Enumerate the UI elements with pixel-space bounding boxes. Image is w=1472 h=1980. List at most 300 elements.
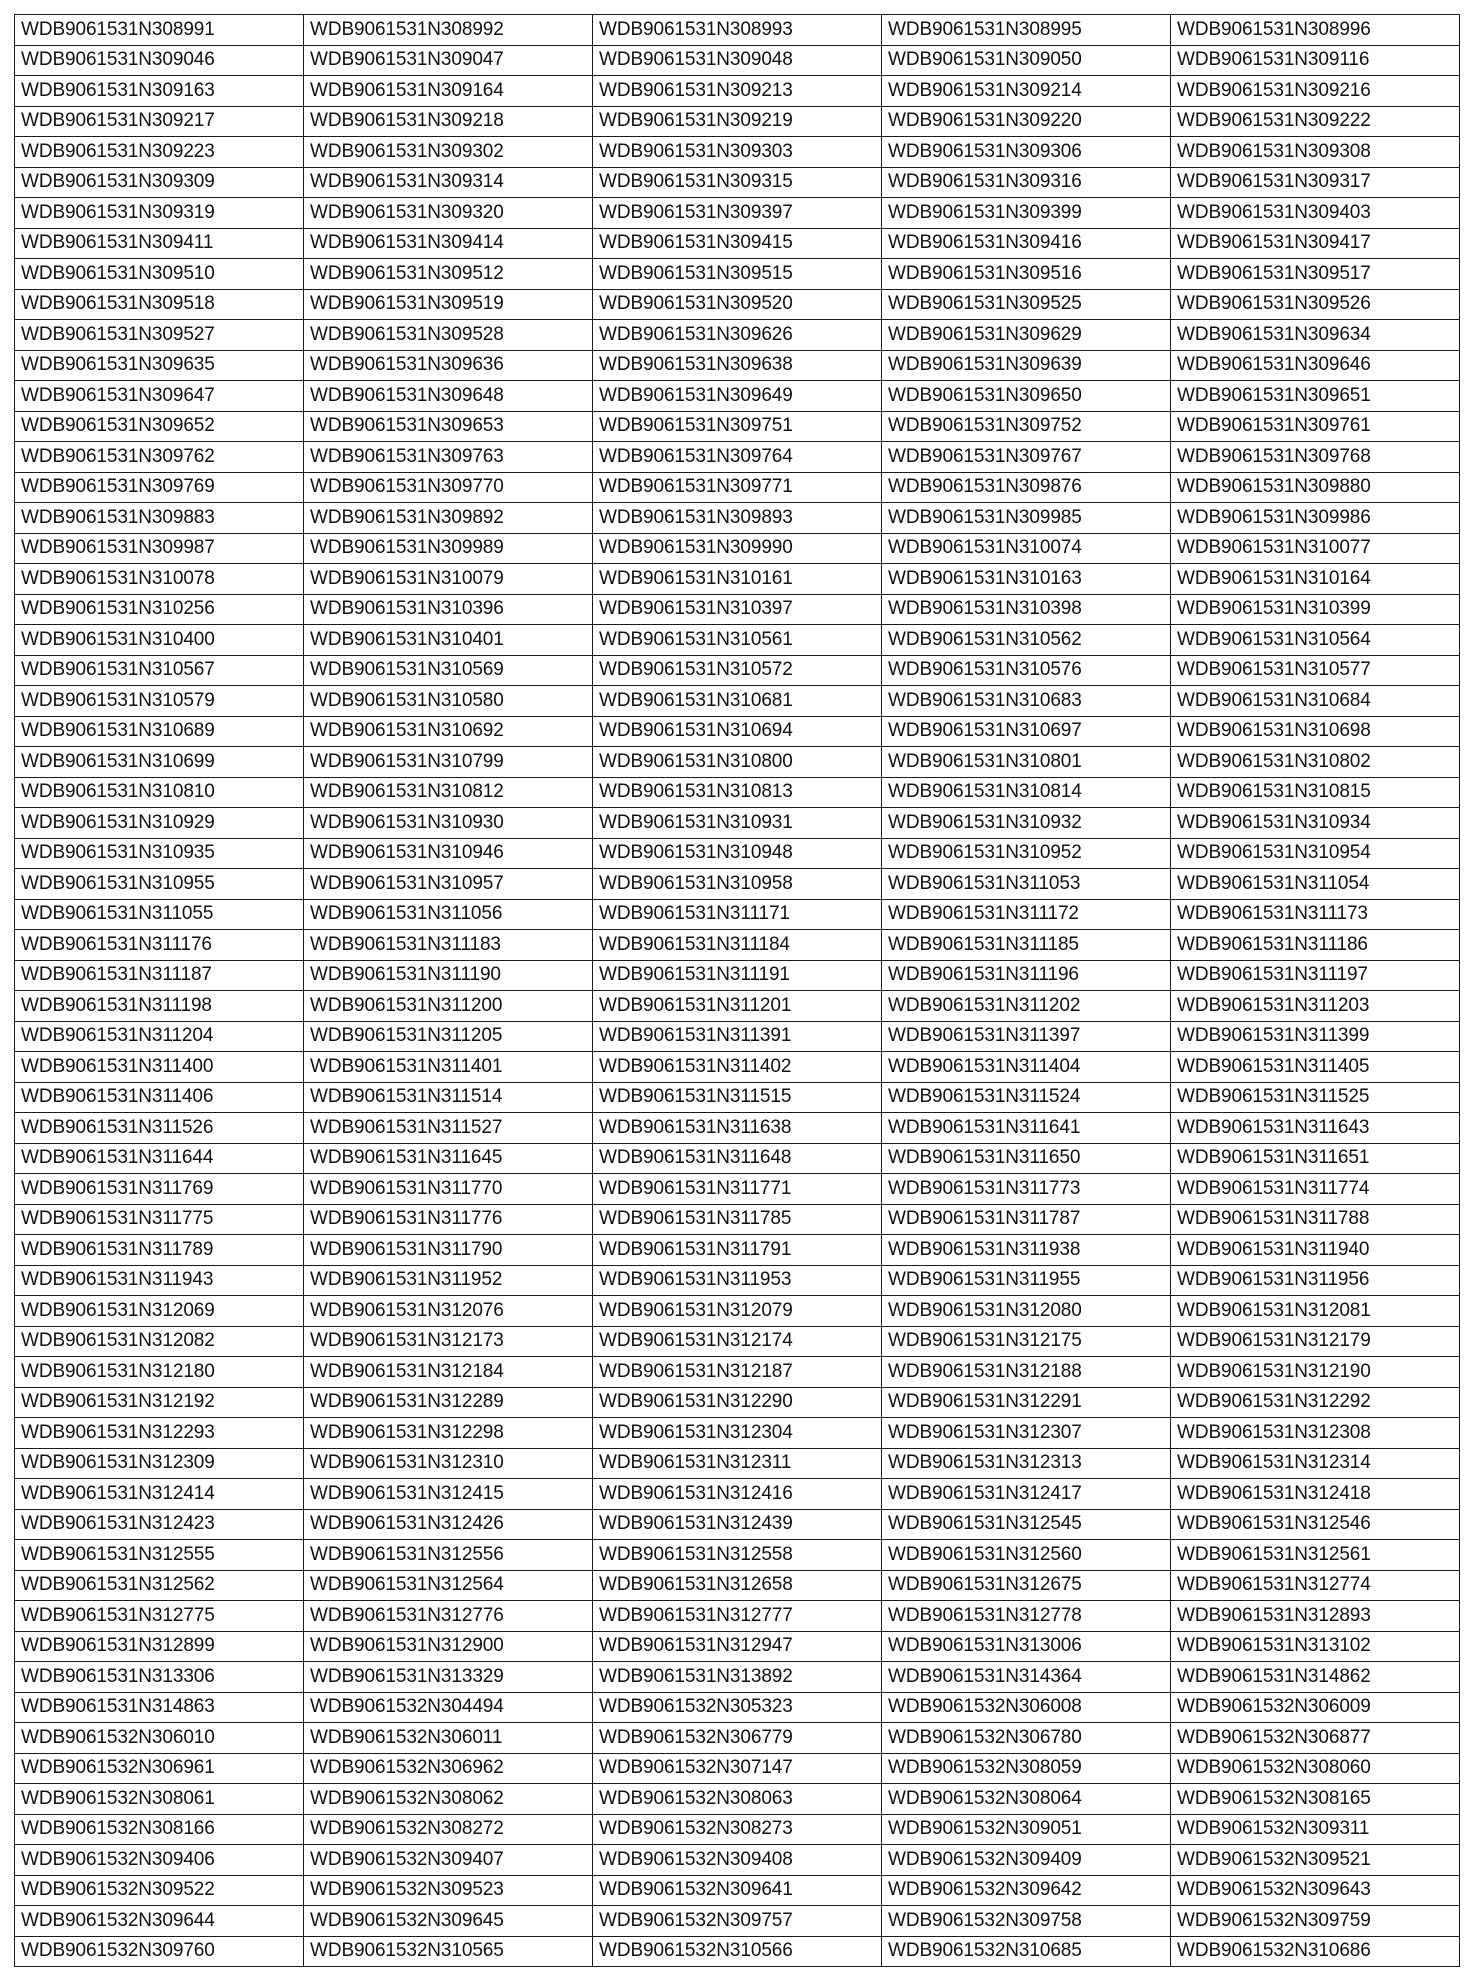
vin-cell: WDB9061532N308064: [882, 1784, 1171, 1815]
vin-cell: WDB9061531N309517: [1171, 259, 1460, 290]
table-row: [15, 137, 1460, 168]
vin-cell: WDB9061531N310952: [882, 838, 1171, 869]
vin-cell: WDB9061531N309414: [304, 228, 593, 259]
vin-cell: WDB9061531N309164: [304, 76, 593, 107]
vin-cell: WDB9061531N312564: [304, 1570, 593, 1601]
vin-cell: WDB9061531N310931: [593, 808, 882, 839]
vin-cell: WDB9061531N311641: [882, 1113, 1171, 1144]
vin-cell: WDB9061531N312416: [593, 1479, 882, 1510]
vin-cell: WDB9061531N312556: [304, 1540, 593, 1571]
vin-cell: WDB9061531N311197: [1171, 960, 1460, 991]
vin-cell: WDB9061531N310932: [882, 808, 1171, 839]
vin-cell: WDB9061531N309638: [593, 350, 882, 381]
vin-cell: WDB9061532N308165: [1171, 1784, 1460, 1815]
table-row: [15, 1692, 1460, 1723]
vin-cell: WDB9061531N309639: [882, 350, 1171, 381]
vin-cell: WDB9061532N308059: [882, 1753, 1171, 1784]
vin-cell: WDB9061531N309520: [593, 289, 882, 320]
vin-cell: WDB9061531N311938: [882, 1235, 1171, 1266]
vin-cell: WDB9061531N309518: [15, 289, 304, 320]
vin-cell: WDB9061531N312187: [593, 1357, 882, 1388]
vin-cell: WDB9061531N309990: [593, 533, 882, 564]
vin-cell: WDB9061531N309219: [593, 106, 882, 137]
vin-cell: WDB9061532N309758: [882, 1906, 1171, 1937]
vin-cell: WDB9061531N311769: [15, 1174, 304, 1205]
vin-cell: WDB9061531N309411: [15, 228, 304, 259]
table-row: [15, 777, 1460, 808]
vin-cell: WDB9061531N311787: [882, 1204, 1171, 1235]
vin-cell: WDB9061531N309649: [593, 381, 882, 412]
vin-cell: WDB9061531N314364: [882, 1662, 1171, 1693]
table-row: [15, 442, 1460, 473]
vin-cell: WDB9061531N309987: [15, 533, 304, 564]
table-row: [15, 686, 1460, 717]
vin-cell: WDB9061531N310256: [15, 594, 304, 625]
vin-cell: WDB9061531N313892: [593, 1662, 882, 1693]
vin-cell: WDB9061532N309644: [15, 1906, 304, 1937]
vin-cell: WDB9061531N311648: [593, 1143, 882, 1174]
table-row: [15, 411, 1460, 442]
vin-cell: WDB9061531N309319: [15, 198, 304, 229]
vin-cell: WDB9061532N309408: [593, 1845, 882, 1876]
vin-cell: WDB9061531N310934: [1171, 808, 1460, 839]
vin-cell: WDB9061531N309218: [304, 106, 593, 137]
vin-cell: WDB9061531N311400: [15, 1052, 304, 1083]
vin-cell: WDB9061531N314862: [1171, 1662, 1460, 1693]
vin-cell: WDB9061531N312775: [15, 1601, 304, 1632]
vin-cell: WDB9061531N309519: [304, 289, 593, 320]
vin-cell: WDB9061531N312180: [15, 1357, 304, 1388]
table-row: [15, 716, 1460, 747]
vin-cell: WDB9061531N310400: [15, 625, 304, 656]
vin-cell: WDB9061531N310692: [304, 716, 593, 747]
vin-cell: WDB9061531N311650: [882, 1143, 1171, 1174]
vin-cell: WDB9061531N312314: [1171, 1448, 1460, 1479]
vin-cell: WDB9061531N310683: [882, 686, 1171, 717]
vin-cell: WDB9061531N310684: [1171, 686, 1460, 717]
vin-cell: WDB9061531N312414: [15, 1479, 304, 1510]
vin-cell: WDB9061531N310802: [1171, 747, 1460, 778]
vin-cell: WDB9061531N310164: [1171, 564, 1460, 595]
vin-cell: WDB9061531N311785: [593, 1204, 882, 1235]
vin-cell: WDB9061531N309526: [1171, 289, 1460, 320]
vin-cell: WDB9061531N312899: [15, 1631, 304, 1662]
table-row: [15, 625, 1460, 656]
vin-cell: WDB9061532N309051: [882, 1814, 1171, 1845]
vin-cell: WDB9061532N308272: [304, 1814, 593, 1845]
vin-cell: WDB9061531N311515: [593, 1082, 882, 1113]
table-row: [15, 1357, 1460, 1388]
vin-cell: WDB9061531N310698: [1171, 716, 1460, 747]
vin-cell: WDB9061531N308992: [304, 15, 593, 46]
vin-cell: WDB9061531N310697: [882, 716, 1171, 747]
table-row: [15, 655, 1460, 686]
vin-cell: WDB9061531N311205: [304, 1021, 593, 1052]
table-row: [15, 1235, 1460, 1266]
vin-cell: WDB9061531N309214: [882, 76, 1171, 107]
vin-cell: WDB9061531N311955: [882, 1265, 1171, 1296]
vin-cell: WDB9061531N309893: [593, 503, 882, 534]
vin-cell: WDB9061531N310579: [15, 686, 304, 717]
vin-cell: WDB9061531N312179: [1171, 1326, 1460, 1357]
vin-cell: WDB9061531N310567: [15, 655, 304, 686]
vin-cell: WDB9061532N306877: [1171, 1723, 1460, 1754]
table-row: [15, 1875, 1460, 1906]
vin-cell: WDB9061531N309763: [304, 442, 593, 473]
vin-cell: WDB9061531N311401: [304, 1052, 593, 1083]
vin-cell: WDB9061532N309406: [15, 1845, 304, 1876]
table-row: [15, 1723, 1460, 1754]
vin-cell: WDB9061531N313006: [882, 1631, 1171, 1662]
vin-cell: WDB9061532N309407: [304, 1845, 593, 1876]
vin-cell: WDB9061531N312290: [593, 1387, 882, 1418]
vin-cell: WDB9061531N312675: [882, 1570, 1171, 1601]
vin-cell: WDB9061531N310810: [15, 777, 304, 808]
table-row: [15, 320, 1460, 351]
vin-cell: WDB9061531N312776: [304, 1601, 593, 1632]
table-row: [15, 106, 1460, 137]
vin-cell: WDB9061531N312310: [304, 1448, 593, 1479]
vin-cell: WDB9061531N309403: [1171, 198, 1460, 229]
vin-cell: WDB9061531N309309: [15, 167, 304, 198]
table-row: [15, 1143, 1460, 1174]
table-row: [15, 1387, 1460, 1418]
table-row: [15, 1936, 1460, 1967]
vin-cell: WDB9061531N311198: [15, 991, 304, 1022]
vin-cell: WDB9061532N308062: [304, 1784, 593, 1815]
vin-cell: WDB9061531N311053: [882, 869, 1171, 900]
table-row: [15, 564, 1460, 595]
vin-cell: WDB9061531N312417: [882, 1479, 1171, 1510]
vin-cell: WDB9061532N310565: [304, 1936, 593, 1967]
vin-cell: WDB9061532N304494: [304, 1692, 593, 1723]
vin-cell: WDB9061531N311953: [593, 1265, 882, 1296]
vin-cell: WDB9061531N312082: [15, 1326, 304, 1357]
vin-cell: WDB9061531N308995: [882, 15, 1171, 46]
vin-cell: WDB9061531N310801: [882, 747, 1171, 778]
vin-cell: WDB9061531N312076: [304, 1296, 593, 1327]
vin-cell: WDB9061531N311952: [304, 1265, 593, 1296]
vin-cell: WDB9061531N309771: [593, 472, 882, 503]
vin-cell: WDB9061531N312298: [304, 1418, 593, 1449]
vin-cell: WDB9061531N310699: [15, 747, 304, 778]
vin-cell: WDB9061532N310685: [882, 1936, 1171, 1967]
vin-cell: WDB9061531N309761: [1171, 411, 1460, 442]
vin-cell: WDB9061531N309648: [304, 381, 593, 412]
vin-cell: WDB9061531N309417: [1171, 228, 1460, 259]
vin-cell: WDB9061531N311771: [593, 1174, 882, 1205]
vin-cell: WDB9061531N311187: [15, 960, 304, 991]
vin-cell: WDB9061531N311524: [882, 1082, 1171, 1113]
vin-cell: WDB9061531N311204: [15, 1021, 304, 1052]
table-row: [15, 228, 1460, 259]
vin-cell: WDB9061531N310398: [882, 594, 1171, 625]
vin-cell: WDB9061531N311790: [304, 1235, 593, 1266]
vin-cell: WDB9061531N310948: [593, 838, 882, 869]
vin-cell: WDB9061531N309050: [882, 45, 1171, 76]
table-row: [15, 1296, 1460, 1327]
vin-cell: WDB9061532N310686: [1171, 1936, 1460, 1967]
table-row: [15, 1814, 1460, 1845]
vin-cell: WDB9061531N310569: [304, 655, 593, 686]
table-row: [15, 1753, 1460, 1784]
vin-cell: WDB9061531N311940: [1171, 1235, 1460, 1266]
table-row: [15, 1845, 1460, 1876]
vin-cell: WDB9061531N309762: [15, 442, 304, 473]
vin-cell: WDB9061532N308273: [593, 1814, 882, 1845]
vin-cell: WDB9061531N311196: [882, 960, 1171, 991]
vin-cell: WDB9061531N309515: [593, 259, 882, 290]
vin-cell: WDB9061531N310399: [1171, 594, 1460, 625]
vin-cell: WDB9061531N310074: [882, 533, 1171, 564]
table-row: [15, 1662, 1460, 1693]
vin-cell: WDB9061531N311644: [15, 1143, 304, 1174]
vin-cell: WDB9061531N311406: [15, 1082, 304, 1113]
vin-cell: WDB9061531N309314: [304, 167, 593, 198]
vin-cell: WDB9061531N311202: [882, 991, 1171, 1022]
vin-cell: WDB9061532N309759: [1171, 1906, 1460, 1937]
vin-cell: WDB9061532N306961: [15, 1753, 304, 1784]
table-row: [15, 1204, 1460, 1235]
vin-cell: WDB9061531N309048: [593, 45, 882, 76]
vin-cell: WDB9061531N311791: [593, 1235, 882, 1266]
vin-cell: WDB9061531N311056: [304, 899, 593, 930]
vin-cell: WDB9061531N311055: [15, 899, 304, 930]
vin-cell: WDB9061532N308063: [593, 1784, 882, 1815]
table-row: [15, 1509, 1460, 1540]
table-row: [15, 1265, 1460, 1296]
vin-cell: WDB9061531N309046: [15, 45, 304, 76]
vin-cell: WDB9061531N312313: [882, 1448, 1171, 1479]
vin-cell: WDB9061531N308991: [15, 15, 304, 46]
vin-cell: WDB9061531N311645: [304, 1143, 593, 1174]
vin-cell: WDB9061531N311397: [882, 1021, 1171, 1052]
vin-cell: WDB9061531N310572: [593, 655, 882, 686]
vin-cell: WDB9061531N310079: [304, 564, 593, 595]
vin-cell: WDB9061531N312069: [15, 1296, 304, 1327]
vin-cell: WDB9061532N309641: [593, 1875, 882, 1906]
vin-cell: WDB9061531N309636: [304, 350, 593, 381]
vin-cell: WDB9061531N308996: [1171, 15, 1460, 46]
vin-cell: WDB9061531N309626: [593, 320, 882, 351]
vin-cell: WDB9061531N309510: [15, 259, 304, 290]
vin-cell: WDB9061531N312439: [593, 1509, 882, 1540]
vin-cell: WDB9061531N311943: [15, 1265, 304, 1296]
vin-cell: WDB9061531N310689: [15, 716, 304, 747]
vin-cell: WDB9061531N310163: [882, 564, 1171, 595]
vin-cell: WDB9061531N309223: [15, 137, 304, 168]
vin-cell: WDB9061531N309767: [882, 442, 1171, 473]
vin-cell: WDB9061531N309652: [15, 411, 304, 442]
vin-cell: WDB9061531N309876: [882, 472, 1171, 503]
table-row: [15, 808, 1460, 839]
vin-cell: WDB9061531N309768: [1171, 442, 1460, 473]
vin-cell: WDB9061532N310566: [593, 1936, 882, 1967]
vin-cell: WDB9061531N312304: [593, 1418, 882, 1449]
vin-cell: WDB9061532N306962: [304, 1753, 593, 1784]
vin-cell: WDB9061531N311643: [1171, 1113, 1460, 1144]
vin-cell: WDB9061531N312555: [15, 1540, 304, 1571]
vin-cell: WDB9061531N310681: [593, 686, 882, 717]
vin-cell: WDB9061531N311190: [304, 960, 593, 991]
vin-cell: WDB9061531N311770: [304, 1174, 593, 1205]
vin-cell: WDB9061531N311203: [1171, 991, 1460, 1022]
vin-cell: WDB9061531N312174: [593, 1326, 882, 1357]
vin-cell: WDB9061531N310562: [882, 625, 1171, 656]
vin-cell: WDB9061531N312308: [1171, 1418, 1460, 1449]
vin-cell: WDB9061531N311185: [882, 930, 1171, 961]
vin-cell: WDB9061531N309320: [304, 198, 593, 229]
vin-cell: WDB9061531N309635: [15, 350, 304, 381]
vin-cell: WDB9061531N310800: [593, 747, 882, 778]
vin-cell: WDB9061531N312562: [15, 1570, 304, 1601]
vin-cell: WDB9061531N309303: [593, 137, 882, 168]
vin-cell: WDB9061531N310561: [593, 625, 882, 656]
vin-cell: WDB9061532N307147: [593, 1753, 882, 1784]
vin-cell: WDB9061531N309317: [1171, 167, 1460, 198]
vin-cell: WDB9061531N311776: [304, 1204, 593, 1235]
vin-cell: WDB9061532N308061: [15, 1784, 304, 1815]
vin-cell: WDB9061531N311404: [882, 1052, 1171, 1083]
vin-cell: WDB9061531N312291: [882, 1387, 1171, 1418]
table-row: [15, 1418, 1460, 1449]
vin-cell: WDB9061531N309047: [304, 45, 593, 76]
table-row: [15, 1021, 1460, 1052]
vin-cell: WDB9061531N309527: [15, 320, 304, 351]
vin-cell: WDB9061531N312190: [1171, 1357, 1460, 1388]
vin-cell: WDB9061531N312415: [304, 1479, 593, 1510]
vin-cell: WDB9061531N309646: [1171, 350, 1460, 381]
vin-cell: WDB9061531N309163: [15, 76, 304, 107]
vin-cell: WDB9061531N309217: [15, 106, 304, 137]
vin-table: [14, 14, 1460, 1967]
table-row: [15, 76, 1460, 107]
vin-cell: WDB9061532N306780: [882, 1723, 1171, 1754]
vin-cell: WDB9061531N309647: [15, 381, 304, 412]
vin-cell: WDB9061531N312079: [593, 1296, 882, 1327]
vin-cell: WDB9061532N309645: [304, 1906, 593, 1937]
vin-cell: WDB9061531N309751: [593, 411, 882, 442]
table-row: [15, 1113, 1460, 1144]
vin-cell: WDB9061531N309399: [882, 198, 1171, 229]
vin-cell: WDB9061531N310935: [15, 838, 304, 869]
vin-cell: WDB9061531N310694: [593, 716, 882, 747]
vin-cell: WDB9061532N306011: [304, 1723, 593, 1754]
vin-cell: WDB9061531N311956: [1171, 1265, 1460, 1296]
table-row: [15, 1082, 1460, 1113]
vin-cell: WDB9061531N308993: [593, 15, 882, 46]
table-row: [15, 991, 1460, 1022]
vin-cell: WDB9061531N311651: [1171, 1143, 1460, 1174]
vin-cell: WDB9061531N311176: [15, 930, 304, 961]
vin-cell: WDB9061531N310397: [593, 594, 882, 625]
vin-cell: WDB9061531N309770: [304, 472, 593, 503]
vin-cell: WDB9061532N309523: [304, 1875, 593, 1906]
vin-cell: WDB9061531N309216: [1171, 76, 1460, 107]
vin-cell: WDB9061531N309989: [304, 533, 593, 564]
table-row: [15, 1601, 1460, 1632]
table-row: [15, 1174, 1460, 1205]
vin-cell: WDB9061531N311173: [1171, 899, 1460, 930]
vin-cell: WDB9061531N310799: [304, 747, 593, 778]
table-row: [15, 472, 1460, 503]
table-row: [15, 1326, 1460, 1357]
vin-cell: WDB9061531N312309: [15, 1448, 304, 1479]
vin-cell: WDB9061531N309302: [304, 137, 593, 168]
table-row: [15, 1906, 1460, 1937]
vin-cell: WDB9061531N309764: [593, 442, 882, 473]
document-page: [14, 14, 1460, 1967]
vin-cell: WDB9061532N309409: [882, 1845, 1171, 1876]
vin-cell: WDB9061531N311201: [593, 991, 882, 1022]
vin-cell: WDB9061531N310814: [882, 777, 1171, 808]
vin-cell: WDB9061531N309528: [304, 320, 593, 351]
vin-cell: WDB9061531N309985: [882, 503, 1171, 534]
table-row: [15, 289, 1460, 320]
vin-cell: WDB9061531N310955: [15, 869, 304, 900]
vin-cell: WDB9061531N309512: [304, 259, 593, 290]
table-row: [15, 899, 1460, 930]
vin-cell: WDB9061531N309415: [593, 228, 882, 259]
vin-cell: WDB9061531N312293: [15, 1418, 304, 1449]
vin-cell: WDB9061531N311775: [15, 1204, 304, 1235]
vin-cell: WDB9061531N314863: [15, 1692, 304, 1723]
vin-cell: WDB9061531N312658: [593, 1570, 882, 1601]
vin-cell: WDB9061532N309760: [15, 1936, 304, 1967]
vin-cell: WDB9061531N309220: [882, 106, 1171, 137]
table-row: [15, 381, 1460, 412]
vin-cell: WDB9061531N311402: [593, 1052, 882, 1083]
table-row: [15, 1052, 1460, 1083]
vin-cell: WDB9061532N309311: [1171, 1814, 1460, 1845]
table-row: [15, 533, 1460, 564]
table-row: [15, 1784, 1460, 1815]
vin-cell: WDB9061531N310957: [304, 869, 593, 900]
vin-cell: WDB9061531N309516: [882, 259, 1171, 290]
vin-cell: WDB9061531N312311: [593, 1448, 882, 1479]
vin-cell: WDB9061531N310929: [15, 808, 304, 839]
vin-cell: WDB9061531N309892: [304, 503, 593, 534]
vin-cell: WDB9061531N310077: [1171, 533, 1460, 564]
vin-cell: WDB9061531N309986: [1171, 503, 1460, 534]
vin-cell: WDB9061532N306008: [882, 1692, 1171, 1723]
vin-cell: WDB9061531N311525: [1171, 1082, 1460, 1113]
vin-cell: WDB9061531N310564: [1171, 625, 1460, 656]
vin-cell: WDB9061531N309213: [593, 76, 882, 107]
vin-cell: WDB9061531N312292: [1171, 1387, 1460, 1418]
vin-cell: WDB9061531N311183: [304, 930, 593, 961]
vin-cell: WDB9061532N309522: [15, 1875, 304, 1906]
vin-cell: WDB9061531N311399: [1171, 1021, 1460, 1052]
table-row: [15, 1631, 1460, 1662]
vin-cell: WDB9061531N309316: [882, 167, 1171, 198]
vin-cell: WDB9061531N312558: [593, 1540, 882, 1571]
vin-cell: WDB9061531N312900: [304, 1631, 593, 1662]
vin-cell: WDB9061531N312188: [882, 1357, 1171, 1388]
vin-cell: WDB9061531N310815: [1171, 777, 1460, 808]
vin-cell: WDB9061531N312175: [882, 1326, 1171, 1357]
table-row: [15, 167, 1460, 198]
vin-cell: WDB9061531N312173: [304, 1326, 593, 1357]
vin-cell: WDB9061531N310930: [304, 808, 593, 839]
vin-cell: WDB9061531N309769: [15, 472, 304, 503]
vin-cell: WDB9061531N312560: [882, 1540, 1171, 1571]
vin-cell: WDB9061531N312546: [1171, 1509, 1460, 1540]
vin-cell: WDB9061531N309397: [593, 198, 882, 229]
vin-cell: WDB9061531N312081: [1171, 1296, 1460, 1327]
vin-cell: WDB9061531N310576: [882, 655, 1171, 686]
vin-cell: WDB9061531N311054: [1171, 869, 1460, 900]
